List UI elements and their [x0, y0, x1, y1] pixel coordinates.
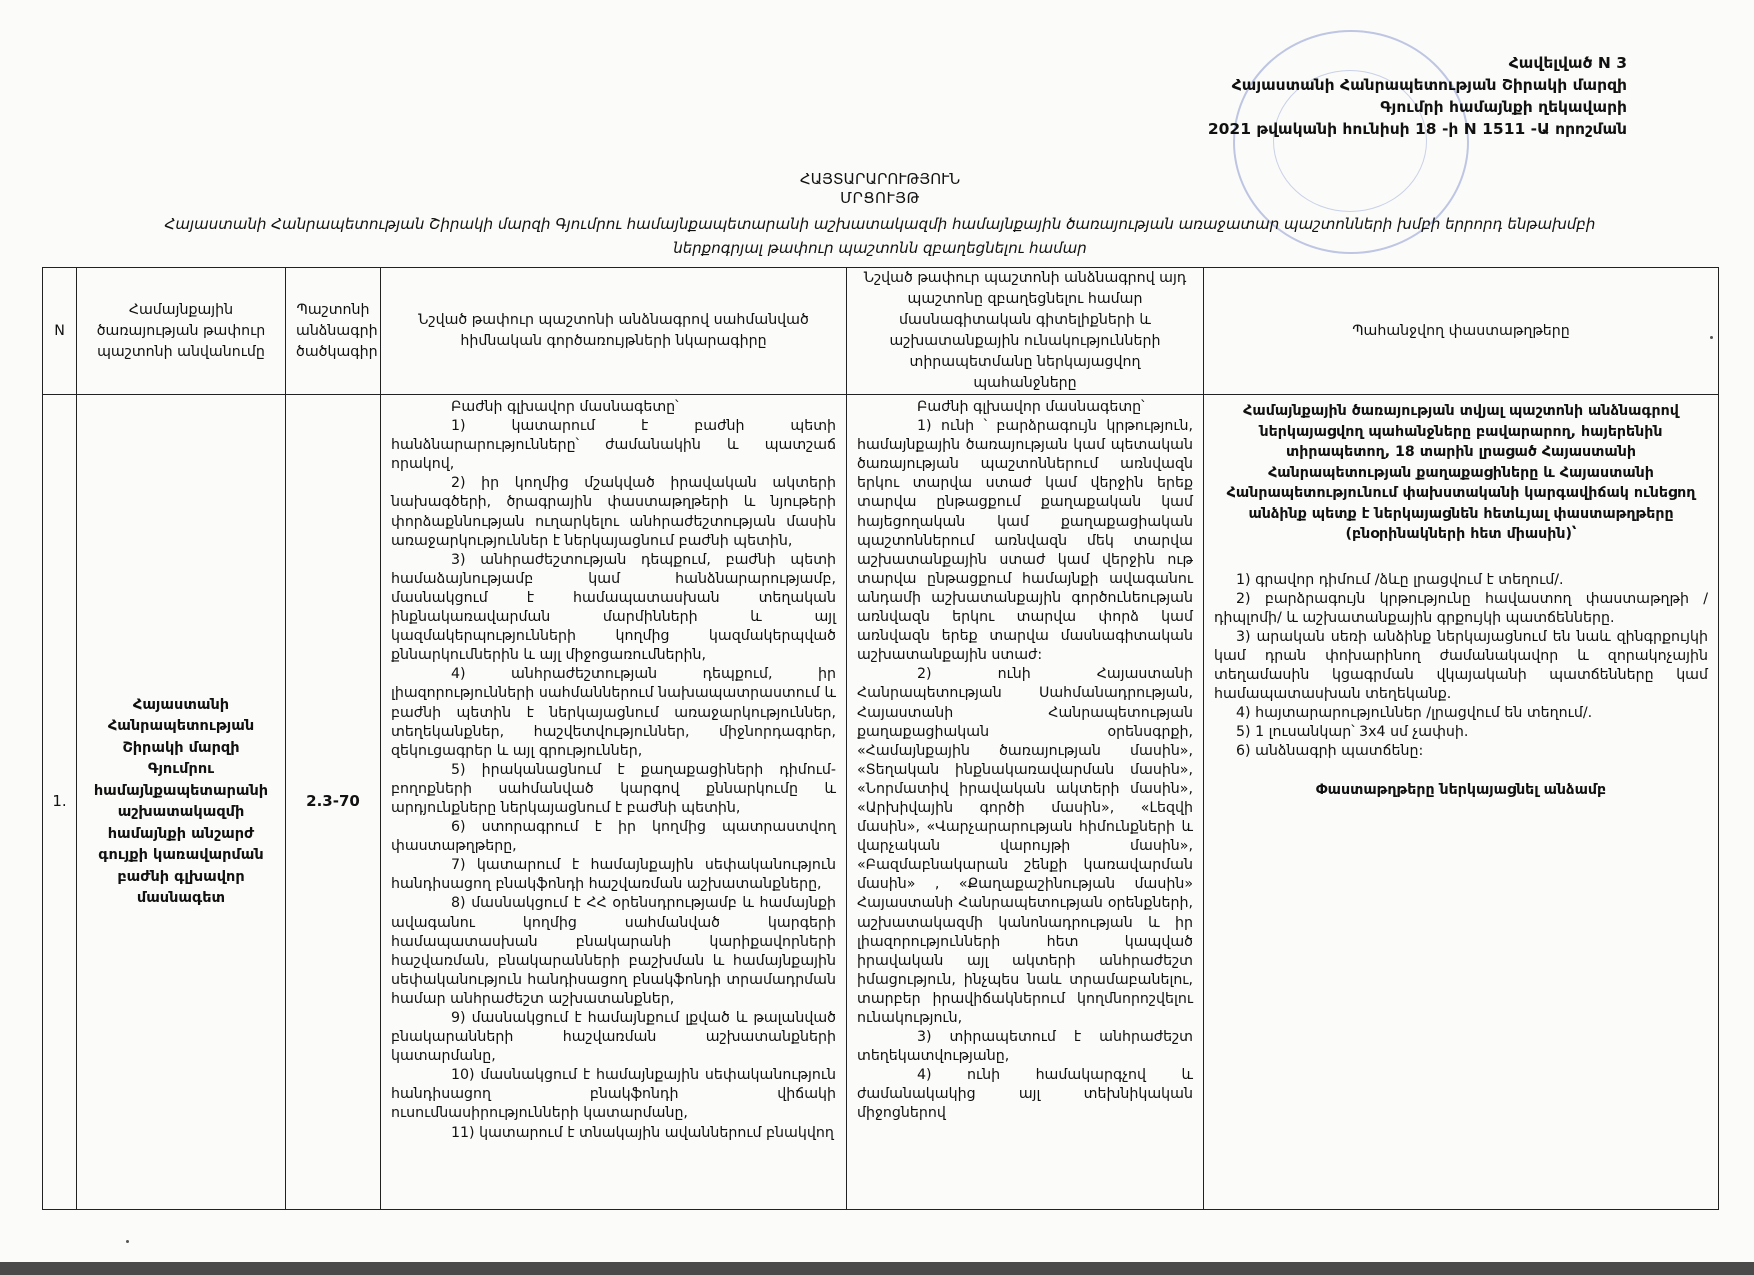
function-item: 9) մասնակցում է համայնքում լքված և թալանված բնակարանների հաշվառման աշխատանքների կատարմանը,: [391, 1010, 836, 1065]
functions-list: [381, 395, 846, 1206]
function-item: 2) իր կողմից մշակված իրավական ակտերի նախագծերի, ծրագրային փաստաթղթերի և նյութերի փորձաքննության ուղարկելու անհրաժեշտության մասին առաջարկություններ է ներկայացնում բաժնի պետին,: [391, 475, 836, 549]
passport-code: 2.3-70: [286, 395, 381, 1210]
function-item: 5) իրականացնում է քաղաքացիների դիմում-բողոքների սահմանված կարգով քննարկումը և արդյունքները ներկայացնում է բաժնի պետին,: [391, 761, 836, 816]
annex-header: [987, 52, 1627, 140]
table-header-row: [43, 268, 1719, 395]
annex-decision: 2021 թվականի հունիսի 18 -ի N 1511 -Ա որոշման: [1207, 120, 1627, 138]
function-item: 8) մասնակցում է ՀՀ օրենսդրությամբ և համայնքի ավագանու կողմից սահմանված կարգերի համապատասխան բնակարանի կարիքավորների հաշվառման, բնակարանների բաշխման և համայնքային սեփականություն հանդիսացող բնակֆոնդի տրամադրման համար անհրաժեշտ աշխատանքներ,: [391, 895, 836, 1007]
position-title: Հայաստանի Հանրապետության Շիրակի մարզի Գյումրու համայնքապետարանի աշխատակազմի համայնքի անշարժ գույքի կառավարման բաժնի գլխավոր մասնագետ: [77, 395, 286, 1210]
functions-lead: Բաժնի գլխավոր մասնագետը՝: [451, 399, 679, 415]
document-item: 6) անձնագրի պատճենը:: [1236, 743, 1424, 760]
documents-list: [1204, 395, 1718, 1209]
header-requirements: Նշված թափուր պաշտոնի անձնագրով այդ պաշտոնը զբաղեցնելու համար մասնագիտական գիտելիքների և աշխատանքային ունակությունների տիրապետմանը ներկայացվող պահանջները: [847, 268, 1204, 395]
header-passport-code: Պաշտոնի անձնագրի ծածկագիր: [286, 268, 381, 395]
function-item: 11) կատարում է տնակային ավաններում բնակվող: [451, 1124, 834, 1141]
document-heading: [140, 170, 1620, 260]
document-item: 2) բարձրագույն կրթությունը հավաստող փաստաթղթի /դիպլոմի/ և աշխատանքային գրքույկի պատճենները.: [1214, 590, 1708, 626]
scan-speck: [1710, 336, 1713, 339]
document-item: 3) արական սեռի անձինք ներկայացնում են նաև զինգրքույկի կամ դրան փոխարինող ժամանակավոր և զորակոչային տեղամասին կցագրման վկայականի պատճենները կամ համապատասխան տեղեկանք.: [1214, 628, 1708, 703]
annex-number: Հավելված N 3: [1508, 54, 1627, 72]
row-number: 1.: [43, 395, 77, 1210]
requirement-item: 3) տիրապետում է անհրաժեշտ տեղեկատվությանը,: [857, 1029, 1193, 1065]
functions-cell: [381, 395, 847, 1210]
scan-speck: [126, 1240, 129, 1243]
requirement-item: 4) ունի համակարգչով և ժամանակակից այլ տեխնիկական միջոցներով: [857, 1067, 1193, 1122]
header-functions: Նշված թափուր պաշտոնի անձնագրով սահմանված հիմնական գործառույթների նկարագիրը: [381, 268, 847, 395]
requirements-lead: Բաժնի գլխավոր մասնագետը՝: [917, 399, 1145, 415]
documents-note: Փաստաթղթերը ներկայացնել անձամբ: [1315, 782, 1607, 799]
function-item: 1) կատարում է բաժնի պետի հանձնարարությունները՝ ժամանակին և պատշաճ որակով,: [391, 418, 836, 473]
requirements-list: [847, 395, 1203, 1206]
header-position-title: Համայնքային ծառայության թափուր պաշտոնի անվանումը: [77, 268, 286, 395]
function-item: 3) անհրաժեշտության դեպքում, բաժնի պետի համաձայնությամբ կամ հանձնարարությամբ, մասնակցում է համապատասխան տեղական ինքնակառավարման մարմինների և այլ կազմակերպությունների կողմից կազմակերպված քննարկումներին և այլ միջոցառումներին,: [391, 551, 836, 664]
documents-heading: Համայնքային ծառայության տվյալ պաշտոնի անձնագրով ներկայացվող պահանջները բավարարող, հայերենին տիրապետող, 18 տարին լրացած Հայաստանի Հանրապետության քաղաքացիները և Հայաստանի Հանրապետությունում փախստականի կարգավիճակ ունեցող անձինք պետք է ներկայացնեն հետևյալ փաստաթղթերը (բնօրինակների հետ միասին)՝: [1226, 403, 1696, 542]
requirement-item: 2) ունի Հայաստանի Հանրապետության Սահմանադրության, Հայաստանի Հանրապետության քաղաքացիական օրենսգրքի, «Համայնքային ծառայության մասին», «Տեղական ինքնակառավարման մասին», «Նորմատիվ իրավական ակտերի մասին», «Արխիվային գործի մասին», «Լեզվի մասին», «Վարչարարության հիմունքների և վարչական վարույթի մասին», «Բազմաբնակարան շենքի կառավարման մասին» , «Քաղաքաշինության մասին» Հայաստանի Հանրապետության օրենքների, աշխատակազմի կանոնադրության և իր լիազորությունների հետ կապված իրավական այլ ակտերի անհրաժեշտ իմացություն, ինչպես նաև տրամաբանելու, տարբեր իրավիճակներում կողմնորոշվելու ունակություն,: [857, 666, 1193, 1026]
requirements-cell: [847, 395, 1204, 1210]
requirement-item: 1) ունի ՝ բարձրագույն կրթություն, համայնքային ծառայության կամ պետական ծառայության պաշտոններում առնվազն երկու տարվա ստաժ կամ վերջին երեք տարվա ընթացքում քաղաքական կամ հայեցողական կամ քաղաքացիական պաշտոններում առնվազն մեկ տարվա աշխատանքային ստաժ կամ վերջին ութ տարվա ընթացքում համայնքի ավագանու անդամի աշխատանքային գործունեության առնվազն երկու տարվա փորձ կամ առնվազն երեք տարվա մասնագիտական աշխատանքային ստաժ:: [857, 418, 1193, 664]
scan-bottom-edge: [0, 1262, 1754, 1275]
vacancy-table: [42, 267, 1719, 1210]
function-item: 4) անհրաժեշտության դեպքում, իր լիազորությունների սահմաններում նախապատրաստում և բաժնի պետին է ներկայացնում առաջարկություններ, տեղեկանքներ, հաշվետվություններ, միջնորդագրեր, զեկուցագրեր և այլ գրություններ,: [391, 666, 836, 759]
document-item: 1) գրավոր դիմում /ձևը լրացվում է տեղում/.: [1236, 571, 1564, 588]
annex-region: Հայաստանի Հանրապետության Շիրակի մարզի: [1231, 76, 1627, 94]
function-item: 10) մասնակցում է համայնքային սեփականություն հանդիսացող բնակֆոնդի վիճակի ուսումնասիրությունների կատարմանը,: [391, 1067, 836, 1122]
document-title: ՀԱՅՏԱՐԱՐՈՒԹՅՈՒՆ: [799, 170, 961, 188]
document-item: 4) հայտարարություններ /լրացվում են տեղում/.: [1236, 705, 1593, 722]
annex-authority: Գյումրի համայնքի ղեկավարի: [1380, 98, 1627, 116]
function-item: 6) ստորագրում է իր կողմից պատրաստվող փաստաթղթերը,: [391, 819, 836, 855]
function-item: 7) կատարում է համայնքային սեփականություն հանդիսացող բնակֆոնդի հաշվառման աշխատանքները,: [391, 857, 836, 893]
document-subtitle: ՄՐՑՈՒՅԹ: [840, 189, 920, 207]
document-description: Հայաստանի Հանրապետության Շիրակի մարզի Գյումրու համայնքապետարանի աշխատակազմի համայնքային ծառայության առաջատար պաշտոնների խմբի երրորդ ենթախմբի ներքոգրյալ թափուր պաշտոնն զբաղեցնելու համար: [164, 215, 1596, 257]
documents-cell: [1204, 395, 1719, 1210]
table-row: [43, 395, 1719, 1210]
header-number: N: [43, 268, 77, 395]
header-documents: Պահանջվող փաստաթղթերը: [1204, 268, 1719, 395]
document-item: 5) 1 լուսանկար՝ 3x4 սմ չափսի.: [1236, 724, 1469, 741]
